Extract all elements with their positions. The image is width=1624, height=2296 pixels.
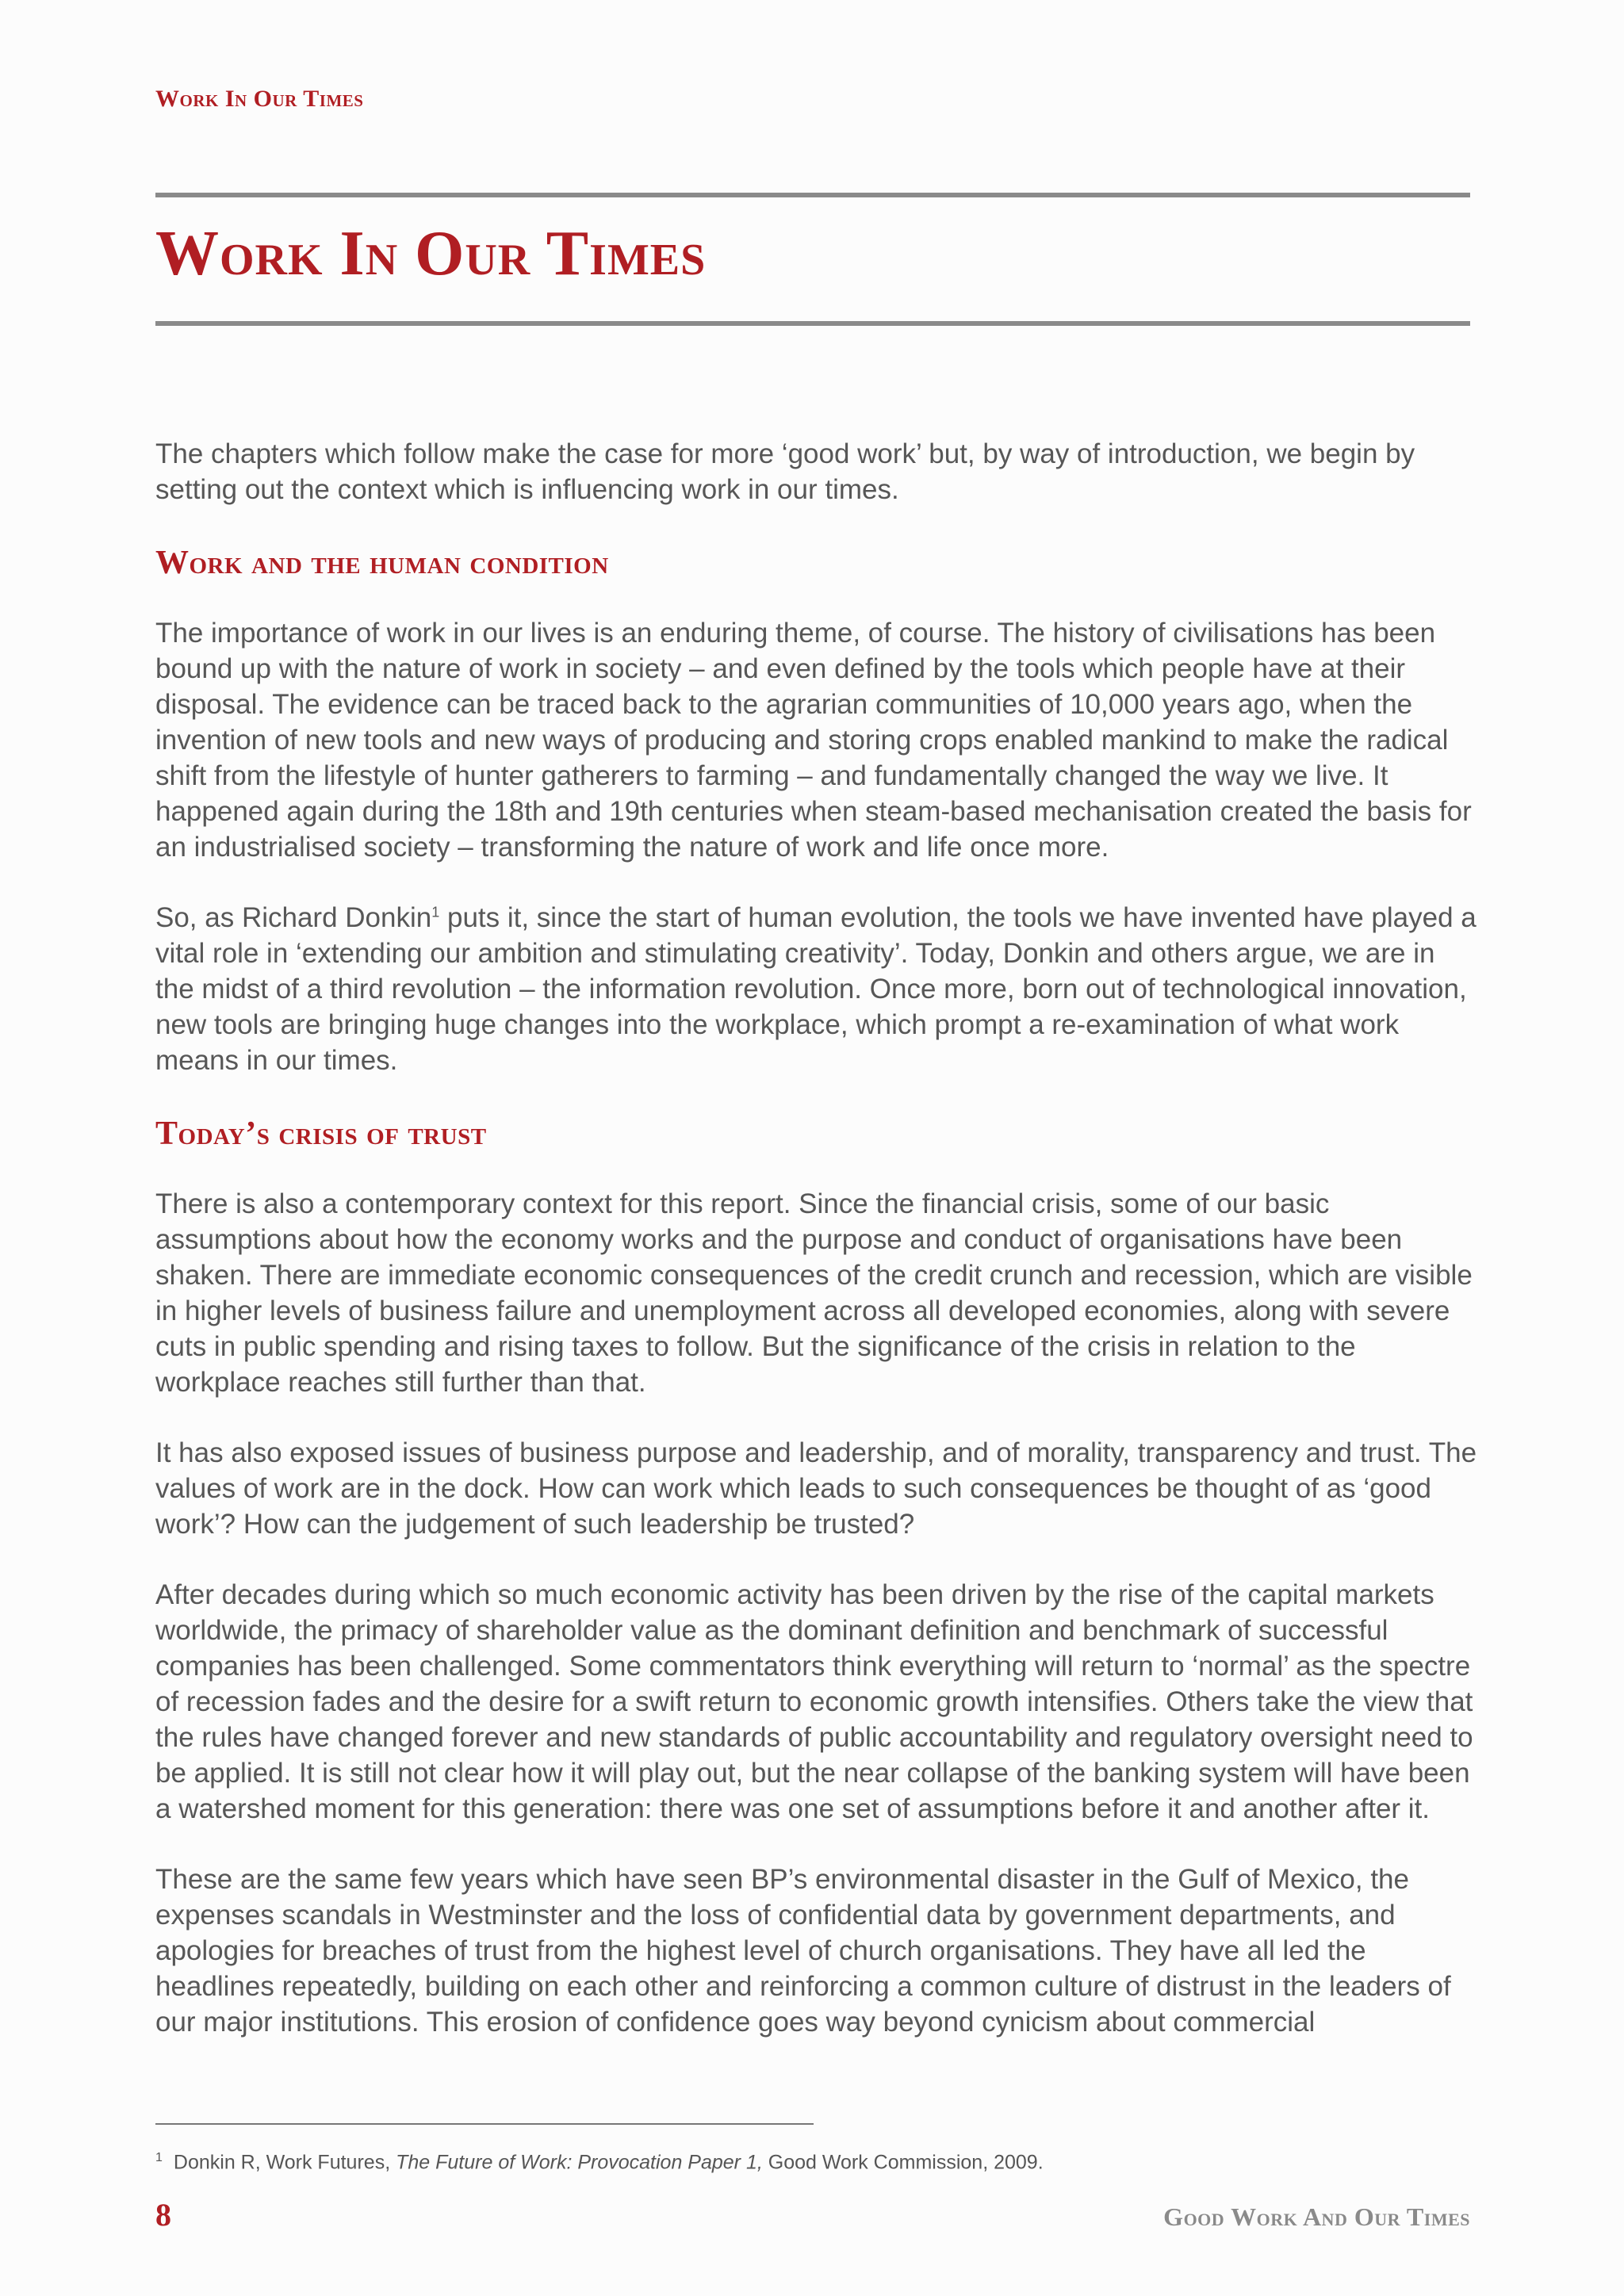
paragraph: These are the same few years which have seen BP’s environmental disaster in the Gulf of Mexico, the expenses scandals in Westminster and the loss of confidential data by government departments, and apologies for breaches of trust from the highest level of church organisations. They have all led the headlines repeatedly, building on each other and reinforcing a common culture of distrust in the leaders of our major institutions. This erosion of confidence goes way beyond cynicism about commercial [155,1864,1451,2038]
intro-paragraph: The chapters which follow make the case for more ‘good work’ but, by way of introduction, we begin by setting out the context which is influencing work in our times. [155,438,1415,505]
footnote-text: Donkin R, Work Futures, [173,2151,396,2174]
paragraph: It has also exposed issues of business purpose and leadership, and of morality, transparency and trust. The values of work are in the dock. How can work which leads to such consequences be thought of as ‘good work’? How can the judgement of such leadership be trusted? [155,1437,1477,1540]
footnote-text: Good Work Commission, 2009. [762,2151,1044,2174]
footnote-italic-title: The Future of Work: Provocation Paper 1, [396,2151,763,2174]
page-title: Work In Our Times [155,219,707,289]
footnote [155,2145,1044,2175]
section-heading-human-condition: Work and the human condition [155,545,609,581]
paragraph: There is also a contemporary context for this report. Since the financial crisis, some of our basic assumptions about how the economy works and the purpose and conduct of organisations have been shaken. There are immediate economic consequences of the credit crunch and recession, which are visible in higher levels of business failure and unemployment across all developed economies, along with severe cuts in public spending and rising taxes to follow. But the significance of the crisis in relation to the workplace reaches still further than that. [155,1188,1473,1398]
paragraph-with-footnote-ref [155,900,1478,1078]
page-number: 8 [155,2197,171,2233]
running-header: Work In Our Times [155,86,364,112]
footnote-number: 1 [155,2151,163,2164]
footnote-rule [155,2123,814,2125]
footnote-reference: 1 [431,904,440,920]
section-heading-crisis-of-trust: Today’s crisis of trust [155,1115,487,1152]
body-content [155,436,1478,2075]
title-bottom-rule [155,321,1470,326]
paragraph-text: So, as Richard Donkin [155,902,432,933]
title-top-rule [155,193,1470,197]
paragraph: The importance of work in our lives is an enduring theme, of course. The history of civilisations has been bound up with the nature of work in society – and even defined by the tools which people have at their disposal. The evidence can be traced back to the agrarian communities of 10,000 years ago, when the invention of new tools and new ways of producing and storing crops enabled mankind to make the radical shift from the lifestyle of hunter gatherers to farming – and fundamentally changed the way we live. It happened again during the 18th and 19th centuries when steam-based mechanisation created the basis for an industrialised society – transforming the nature of work and life once more. [155,618,1472,863]
paragraph-text: puts it, since the start of human evolution, the tools we have invented have played a vital role in ‘extending our ambition and stimulating creativity’. Today, Donkin and others argue, we are in the midst of a third revolution – the information revolution. Once more, born out of technological innovation, new tools are bringing huge changes into the workplace, which prompt a re-examination of what work means in our times. [155,902,1477,1076]
running-footer: Good Work And Our Times [1163,2202,1470,2231]
paragraph: After decades during which so much economic activity has been driven by the rise of the capital markets worldwide, the primacy of shareholder value as the dominant definition and benchmark of successful companies has been challenged. Some commentators think everything will return to ‘normal’ as the spectre of recession fades and the desire for a swift return to economic growth intensifies. Others take the view that the rules have changed forever and new standards of public accountability and regulatory oversight need to be applied. It is still not clear how it will play out, but the near collapse of the banking system will have been a watershed moment for this generation: there was one set of assumptions before it and another after it. [155,1579,1473,1824]
